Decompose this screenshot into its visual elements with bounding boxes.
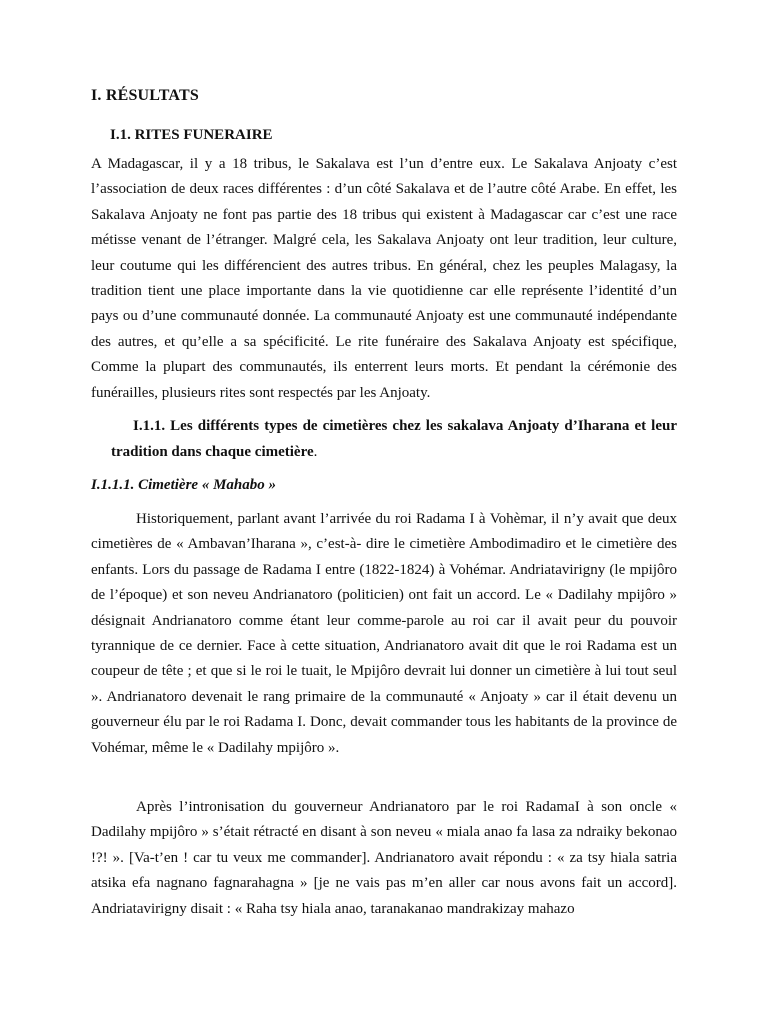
- heading-trailing: .: [313, 444, 318, 460]
- paragraph-history: Historiquement, parlant avant l’arrivée du roi Radama I à Vohèmar, il n’y avait que deux cimetières de « Ambavan’Iharana », c’est-à- dire le cimetière Ambodimadiro et le cimetière des enfants. Lors du passage de Radama I entre (1822-1824) à Vohémar. Andriatavirigny (le mpijôro de l’époque) et son neveu Andrianatoro (politicien) ont fait un accord. Le « Dadilahy mpijôro » désignait Andrianatoro comme étant leur comme-parole au roi car il avait peur du pouvoir tyrannique de ce dernier. Face à cette situation, Andrianatoro avait dit que le roi Radama est un coupeur de tête ; et que si le roi le tuait, le Mpijôro devrait lui donner un cimetière à lui tout seul ». Andrianatoro devenait le rang primaire de la communauté « Anjoaty » car il était devenu un gouverneur élu par le roi Radama I. Donc, devait commander tous les habitants de la province de Vohémar, même le « Dadilahy mpijôro ».: [91, 511, 677, 756]
- subsection-heading-funeral-rites: I.1. RITES FUNERAIRE: [110, 127, 273, 143]
- heading-cemetery-mahabo: I.1.1.1. Cimetière « Mahabo »: [91, 477, 277, 493]
- heading-title: Les différents types de cimetières chez les sakalava Anjoaty d’Iharana et leur tradition dans chaque cimetière: [111, 418, 677, 460]
- paragraph-intro: A Madagascar, il y a 18 tribus, le Sakalava est l’un d’entre eux. Le Sakalava Anjoaty c’est l’association de deux races différentes : d’un côté Sakalava et de l’autre côté Arabe. En effet, les Sakalava Anjoaty ne font pas partie des 18 tribus qui existent à Madagascar car c’est une race métisse venant de l’étranger. Malgré cela, les Sakalava Anjoaty ont leur tradition, leur culture, leur coutume qui les différencient des autres tribus. En général, chez les peuples Malagasy, la tradition tient une place importante dans la vie quotidienne car elle représente l’identité d’un pays ou d’une communauté donnée. La communauté Anjoaty est une communauté indépendante des autres, et qu’elle a sa spécificité. Le rite funéraire des Sakalava Anjoaty est spécifique, Comme la plupart des communautés, ils enterrent leurs morts. Et pendant la cérémonie des funérailles, plusieurs rites sont respectés par les Anjoaty.: [91, 156, 677, 401]
- heading-number: I.1.1.: [133, 418, 166, 434]
- paragraph-enthronement: Après l’intronisation du gouverneur Andrianatoro par le roi RadamaI à son oncle « Dadilahy mpijôro » s’était rétracté en disant à son neveu « miala anao fa lasa za ndraiky bekonao !?! ». [Va-t’en ! car tu veux me commander]. Andrianatoro avait répondu : « za tsy hiala satria atsika efa nagnano fagnarahagna » [je ne vais pas m’en aller car nous avons fait un accord]. Andriatavirigny disait : « Raha tsy hiala anao, taranakanao mandrakizay mahazo: [91, 799, 677, 917]
- section-heading-results: I. RÉSULTATS: [91, 87, 199, 104]
- subsubsection-heading-cemetery-types: [111, 413, 677, 465]
